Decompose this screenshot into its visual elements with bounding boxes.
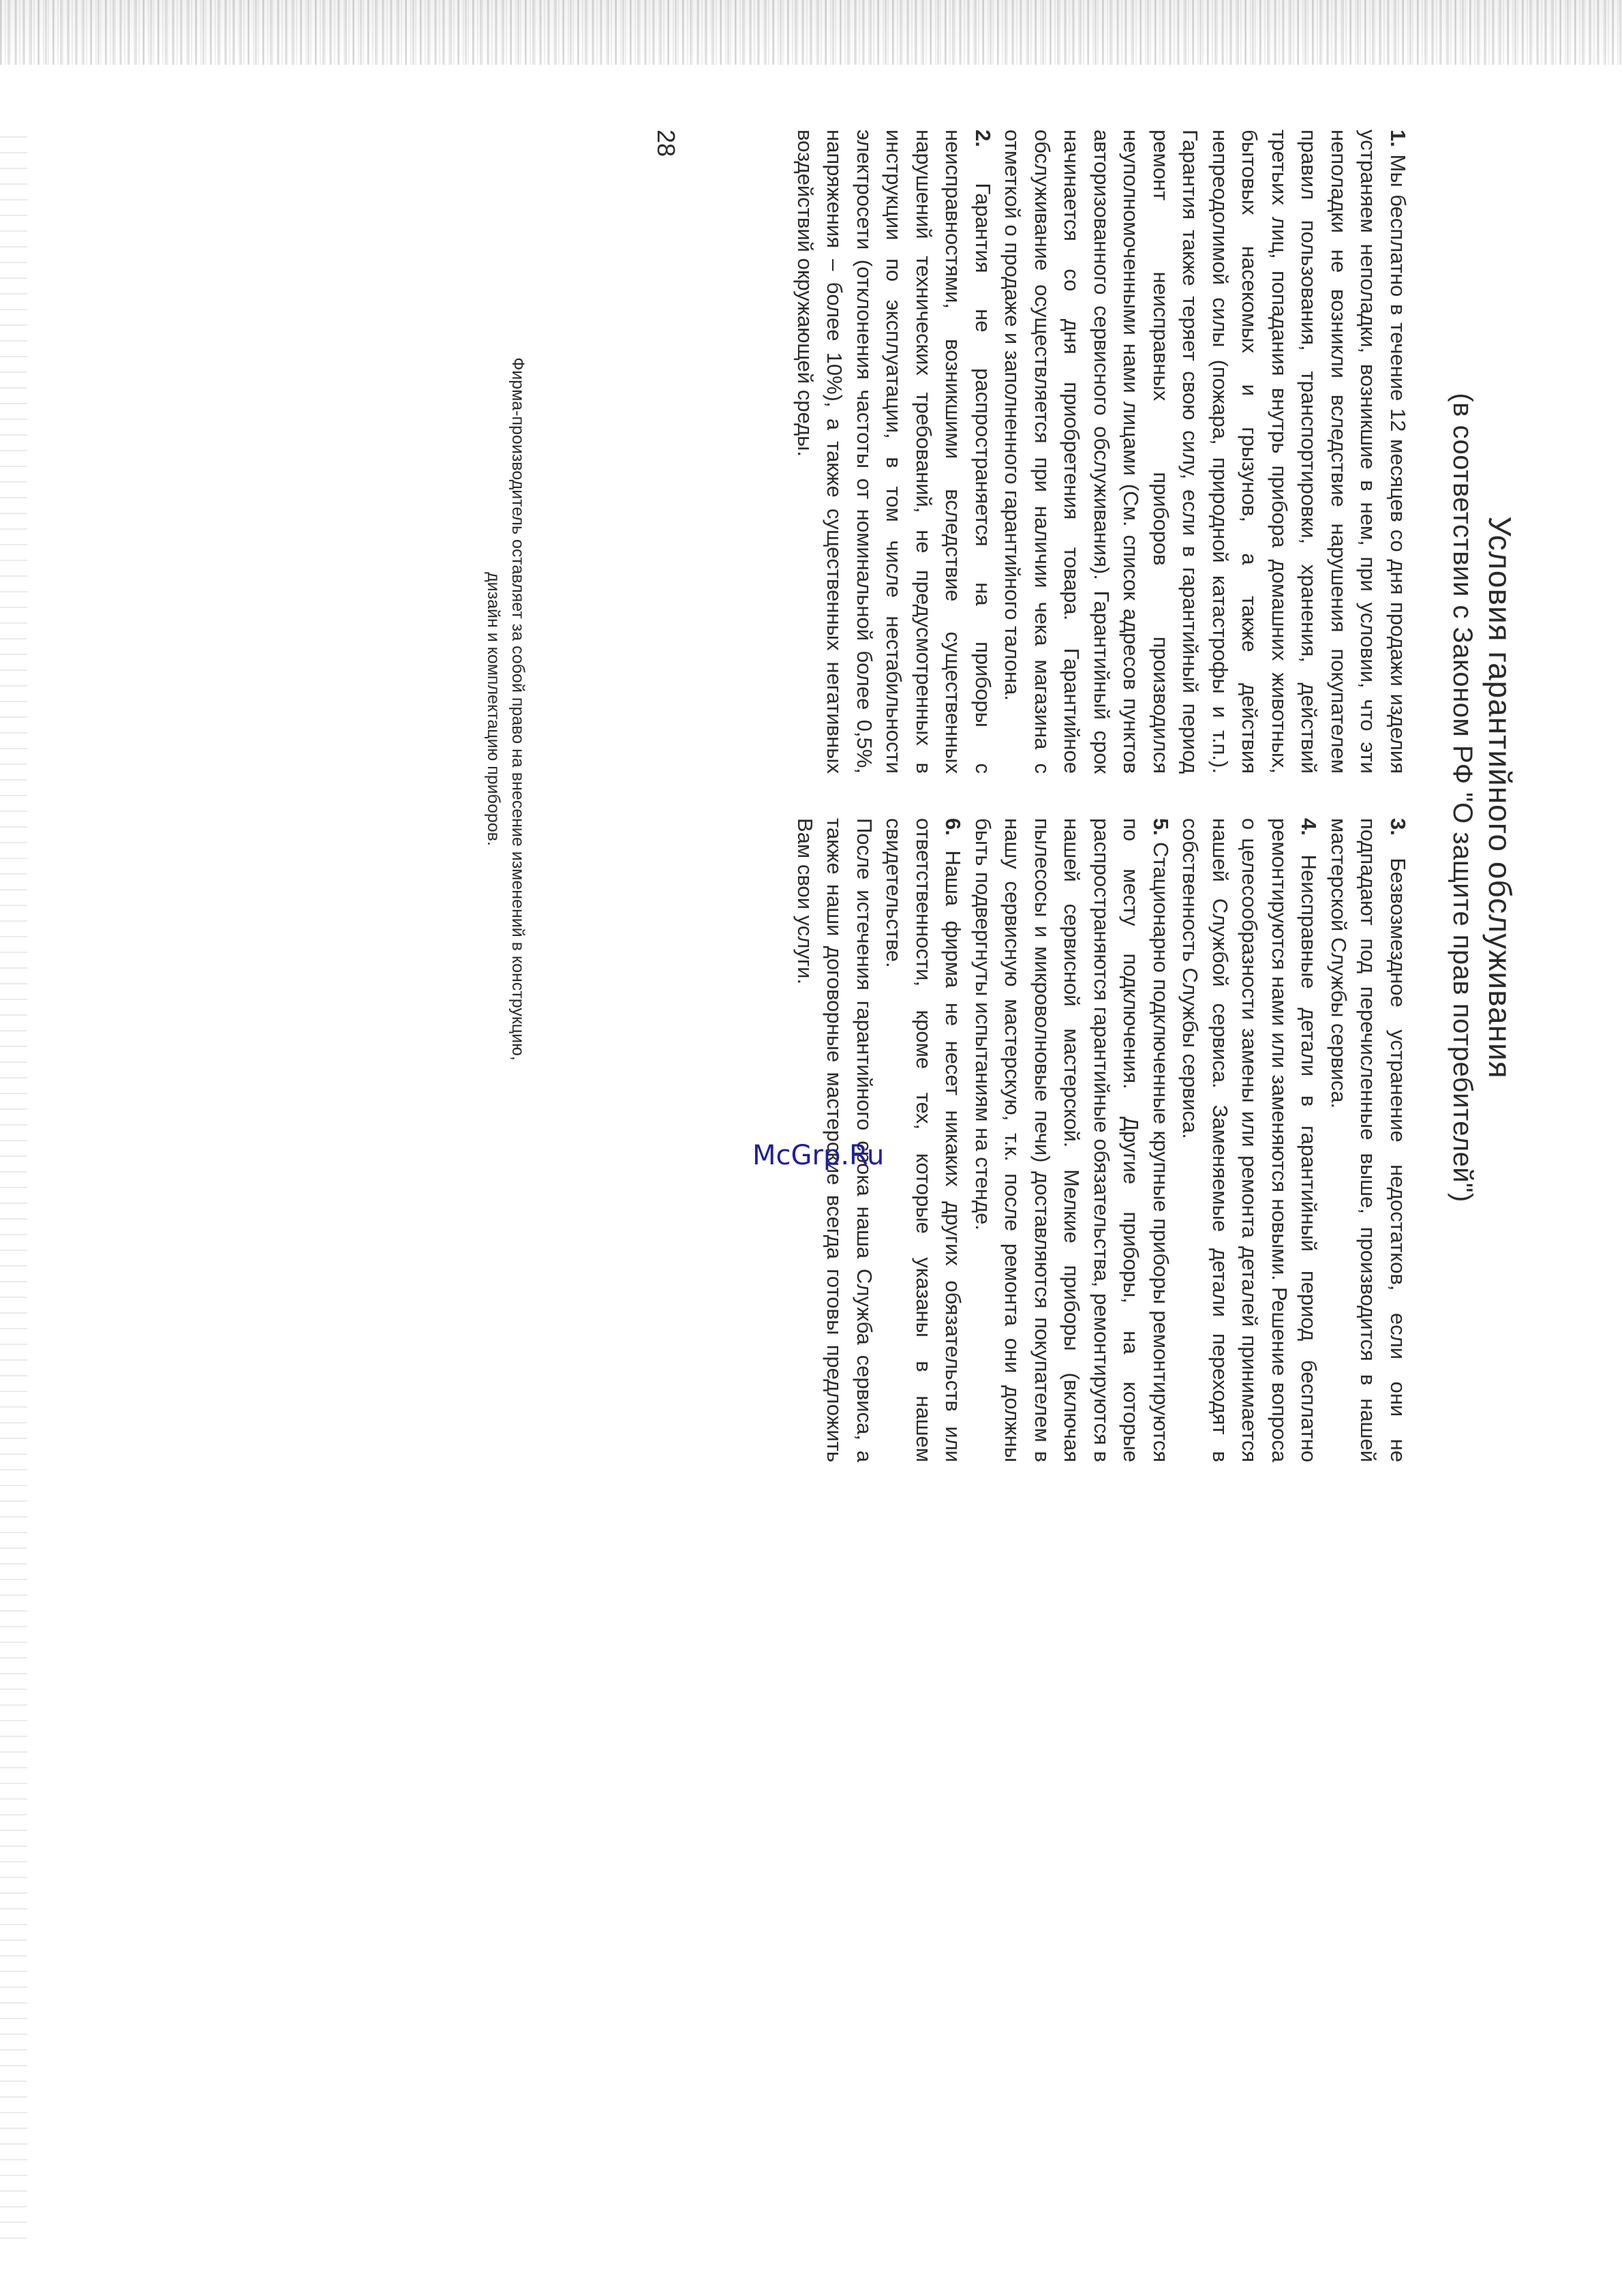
page-subtitle: (в соответствии с Законом РФ "О защите прав потребителей") <box>1448 393 1478 1203</box>
footer-line-2: дизайн и комплектацию приборов. <box>484 572 503 846</box>
paragraph-1: 1. Мы бесплатно в течение 12 месяцев со дня продажи изделия устраняем неполадки, возникшие в нем, при условии, что эти неполадки не возникли вследствие нарушения покупателем правил пользования, транспортировки, хранения, действий третьих лиц, попадания внутрь прибора домашних животных, бытовых насекомых и грызунов, а также действия непреодолимой силы (пожара, природной катастрофы и т.п.). Гарантия также теряет свою силу, если в гарантийный период ремонт неисправных приборов производился неуполномоченными нами лицами (См. список адресов пунктов авторизованного сервисного обслуживания). Гарантийный срок начинается со дня приобретения товара. Гарантийное обслуживание осуществляется при наличии чека магазина с отметкой о продаже и заполненного гарантийного талона. <box>1000 130 1410 774</box>
page-title: Условия гарантийного обслуживания <box>1482 516 1518 1079</box>
scan-noise-top <box>0 0 1622 65</box>
watermark-link[interactable]: McGrp.Ru <box>752 1140 885 1171</box>
paragraph-closing: После истечения гарантийного срока наша Служба сервиса, а также наши договорные мастерские всегда готовы предложить Вам свои услуги. <box>793 818 876 1462</box>
paragraph-6: 6. Наша фирма не несет никаких других обязательств или ответственности, кроме тех, которые указаны в нашем свидетельстве. <box>882 818 966 1462</box>
text-columns <box>704 130 1413 1479</box>
scan-noise-left <box>0 136 27 2250</box>
rotated-page <box>367 102 1525 1493</box>
paragraph-4: 4. Неисправные детали в гарантийный период бесплатно ремонтируются нами или заменяются новыми. Решение вопроса о целесообразности замены или ремонта деталей принимается нашей Службой сервиса. Заменяемые детали переходят в собственность Службы сервиса. <box>1178 818 1321 1462</box>
paragraph-3: 3. Безвозмездное устранение недостатков, если они не подпадают под перечисленные выше, производится в нашей мастерской Службы сервиса. <box>1327 818 1410 1462</box>
left-column <box>791 130 1413 774</box>
page-number: 28 <box>652 130 680 157</box>
paragraph-2: 2. Гарантия не распространяется на приборы с неисправностями, возникшими вследствие существенных нарушений технических требований, не предусмотренных в инструкции по эксплуатации, в том числе нестабильности электросети (отклонения частоты от номинальной более 0,5%, напряжения – более 10%), а также существенных негативных воздействий окружающей среды. <box>793 130 995 774</box>
paragraph-5: 5. Стационарно подключенные крупные приборы ремонтируются по месту подключения. Другие приборы, на которые распространяются гарантийные обязательства, ремонтируются в нашей сервисной мастерской. Мелкие приборы (включая пылесосы и микроволновые печи) доставляются покупателем в нашу сервисную мастерскую, т.к. после ремонта они должны быть подвергнуты испытаниям на стенде. <box>971 818 1173 1462</box>
footer-line-1: Фирма-производитель оставляет за собой право на внесение изменений в конструкцию, <box>508 357 527 1061</box>
footer-note <box>481 130 530 1288</box>
page-header <box>1447 102 1525 1493</box>
